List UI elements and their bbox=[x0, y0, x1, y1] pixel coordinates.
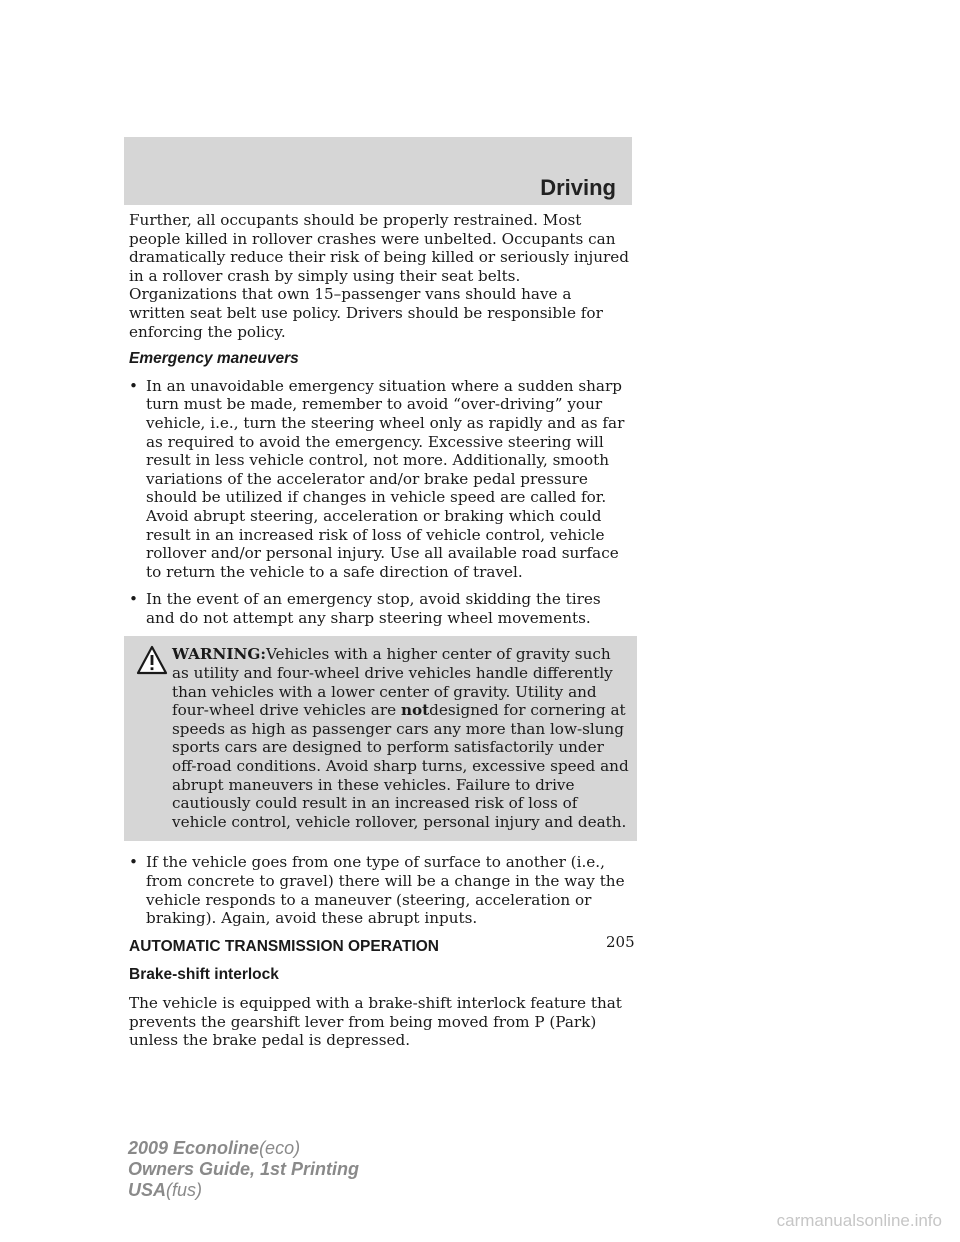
bullet-text: If the vehicle goes from one type of surface to another (i.e., from concrete to gravel) there will be a change in the way the vehicle responds to a maneuver (steering, acceleration or braking). Again, avoid these abrupt inputs. bbox=[146, 853, 625, 928]
bullet-text: In the event of an emergency stop, avoid skidding the tires and do not attempt any sharp steering wheel movements. bbox=[146, 590, 601, 627]
section-header-band bbox=[124, 137, 632, 205]
interlock-heading: Brake-shift interlock bbox=[129, 966, 279, 984]
emergency-maneuvers-heading: Emergency maneuvers bbox=[129, 350, 299, 368]
transmission-heading: AUTOMATIC TRANSMISSION OPERATION bbox=[129, 937, 439, 955]
interlock-paragraph: The vehicle is equipped with a brake-shift interlock feature that prevents the gearshift lever from being moved from P (Park) unless the brake pedal is depressed. bbox=[129, 993, 622, 1050]
intro-paragraph: Further, all occupants should be properly restrained. Most people killed in rollover crashes were unbelted. Occupants can dramatically reduce their risk of being killed or seriously injured in a rollover crash by simply using their seat belts. Organizations that own 15–passenger vans should have a written seat belt use policy. Drivers should be responsible for enforcing the policy. bbox=[129, 211, 629, 341]
warning-triangle-icon bbox=[136, 645, 168, 675]
page-number: 205 bbox=[606, 933, 635, 951]
list-item bbox=[129, 377, 632, 582]
bullet-text: In an unavoidable emergency situation where a sudden sharp turn must be made, remember to avoid “over-driving” your vehicle, i.e., turn the steering wheel only as rapidly and as far as required to avoid the emergency. Excessive steering will result in less vehicle control, not more. Additionally, smooth variations of the accelerator and/or brake pedal pressure should be utilized if changes in vehicle speed are called for. Avoid abrupt steering, acceleration or braking which could result in an increased risk of loss of vehicle control, vehicle rollover and/or personal injury. Use all available road surface to return the vehicle to a safe direction of travel. bbox=[146, 376, 625, 581]
warning-label: WARNING: bbox=[172, 645, 266, 664]
bullet-icon: • bbox=[129, 376, 138, 395]
watermark: carmanualsonline.info bbox=[776, 1211, 942, 1230]
warning-emphasis: not bbox=[400, 701, 430, 720]
document-footer: 2009 Econoline(eco) Owners Guide, 1st Printing USA(fus) bbox=[128, 1138, 360, 1200]
bullet-icon: • bbox=[129, 590, 138, 609]
page-content bbox=[129, 211, 632, 1059]
bullet-icon: • bbox=[129, 853, 138, 872]
warning-text: WARNING:Vehicles with a higher center of gravity such as utility and four-wheel drive vehicles handle differently than vehicles with a lower center of gravity. Utility and four-wheel drive vehicles are notdesigned for cornering at speeds as high as passenger cars any more than low-slung sports cars are designed to perform satisfactorily under off-road conditions. Avoid sharp turns, excessive speed and abrupt maneuvers in these vehicles. Failure to drive cautiously could result in an increased risk of loss of vehicle control, vehicle rollover, personal injury and death. bbox=[172, 645, 629, 831]
list-item bbox=[129, 590, 632, 627]
list-item bbox=[129, 853, 632, 927]
section-title: Driving bbox=[540, 175, 616, 200]
warning-box bbox=[124, 636, 637, 841]
